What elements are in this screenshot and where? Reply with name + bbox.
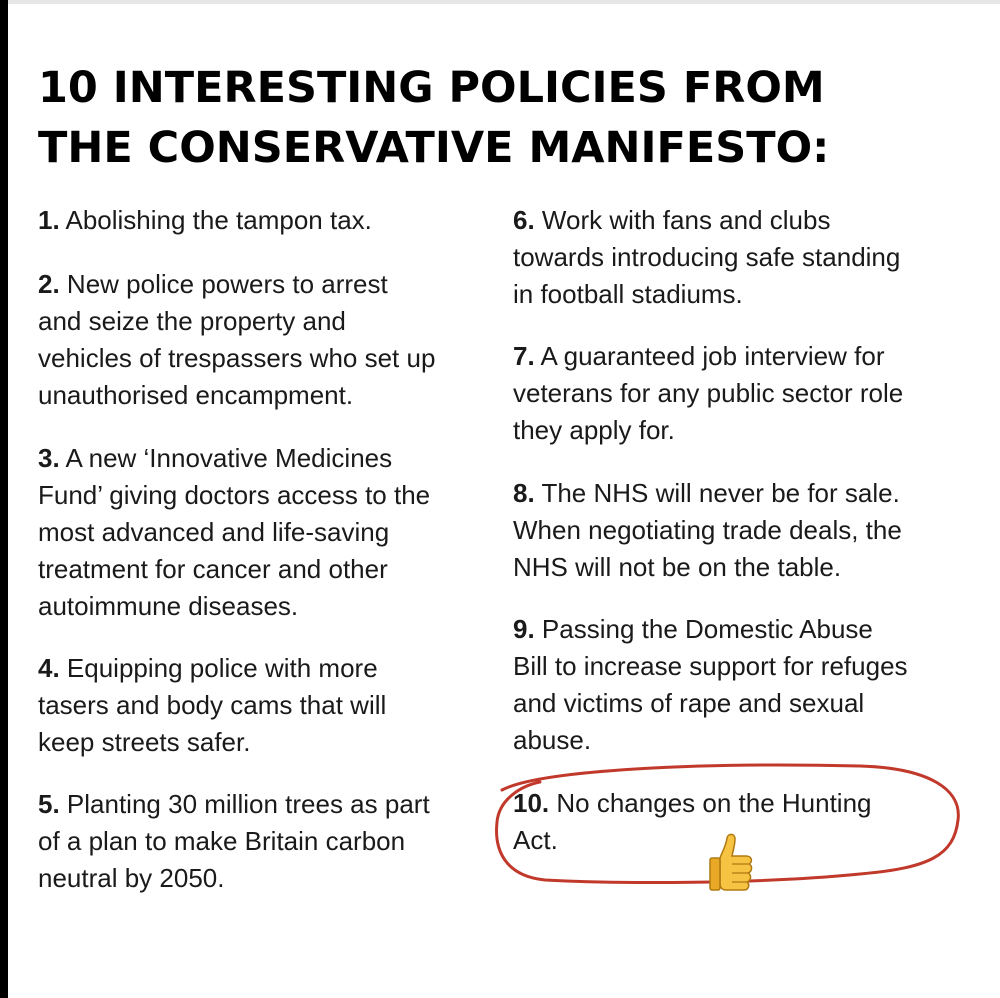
policy-text-line: towards introducing safe standing [513,242,901,272]
policy-text-line: abuse. [513,725,592,755]
policy-text-line: Planting 30 million trees as part [66,789,430,819]
policy-text-line: New police powers to arrest [66,269,388,299]
policy-number: 1. [38,205,60,235]
policy-text-line: neutral by 2050. [38,863,225,893]
policy-number: 9. [513,614,535,644]
policy-text-line: in football stadiums. [513,279,743,309]
policy-text-line: and seize the property and [38,306,346,336]
policy-text-line: When negotiating trade deals, the [513,515,902,545]
policy-number: 3. [38,443,60,473]
policy-text-line: Abolishing the tampon tax. [65,205,372,235]
policy-text-line: NHS will not be on the table. [513,552,842,582]
policy-text-line: Fund’ giving doctors access to the [38,480,431,510]
policy-number: 7. [513,341,535,371]
policy-number: 2. [38,269,60,299]
policy-text-line: of a plan to make Britain carbon [38,826,406,856]
policy-text-line: autoimmune diseases. [38,591,299,621]
policy-text-line: vehicles of trespassers who set up [38,343,436,373]
policy-text-line: No changes on the Hunting [556,788,872,818]
policy-text-line: A new ‘Innovative Medicines [65,443,393,473]
policy-text-line: Work with fans and clubs [541,205,831,235]
title-line-1: 10 INTERESTING POLICIES FROM [38,63,825,113]
policy-text-line: keep streets safer. [38,727,251,757]
policy-text-line: and victims of rape and sexual [513,688,865,718]
policy-text-line: Bill to increase support for refuges [513,651,908,681]
policy-number: 4. [38,653,60,683]
thumbs-up-icon [706,832,756,894]
policy-text-line: tasers and body cams that will [38,690,387,720]
policy-number: 8. [513,478,535,508]
policy-text-line: The NHS will never be for sale. [541,478,900,508]
policy-text-line: Act. [513,825,558,855]
policy-text-line: treatment for cancer and other [38,554,388,584]
policy-text-line: most advanced and life-saving [38,517,390,547]
policy-number: 10. [513,788,550,818]
policy-number: 6. [513,205,535,235]
policy-text-line: A guaranteed job interview for [540,341,885,371]
policy-text-line: unauthorised encampment. [38,380,354,410]
policy-number: 5. [38,789,60,819]
policy-text-line: Passing the Domestic Abuse [541,614,873,644]
title-line-2: THE CONSERVATIVE MANIFESTO: [38,123,830,173]
policy-text-line: veterans for any public sector role [513,378,904,408]
policy-text-line: Equipping police with more [66,653,378,683]
policy-text-line: they apply for. [513,415,675,445]
